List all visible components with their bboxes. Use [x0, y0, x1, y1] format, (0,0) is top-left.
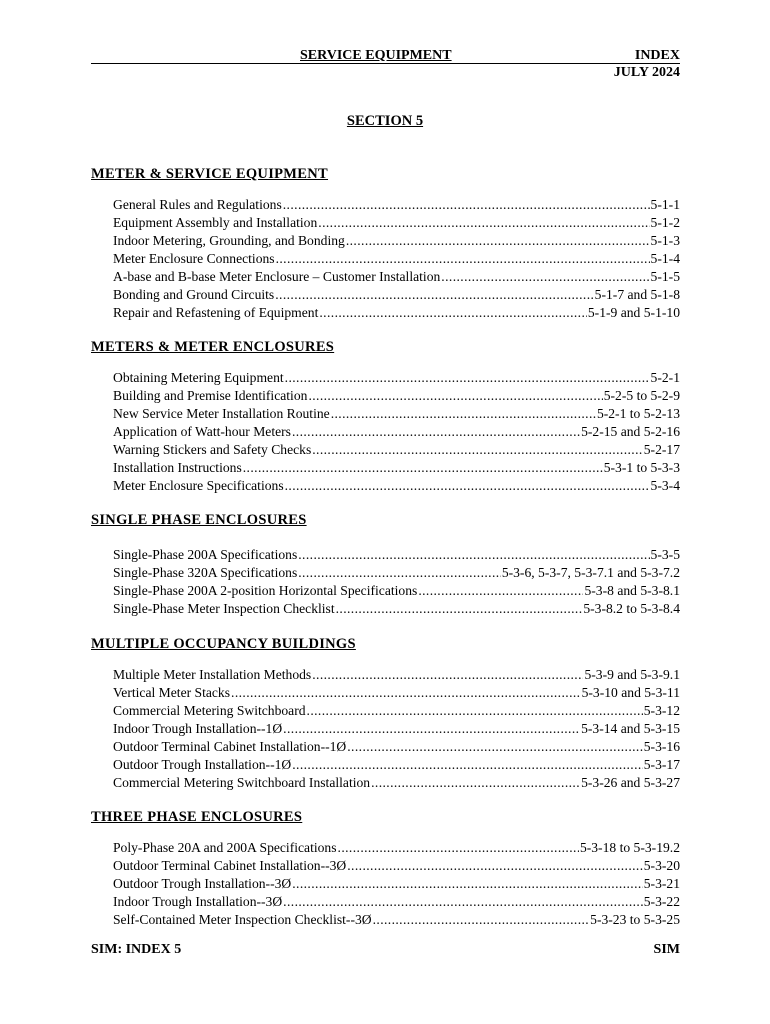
dot-leader	[371, 774, 580, 792]
toc-entry[interactable]	[113, 582, 680, 600]
dot-leader	[285, 369, 650, 387]
toc-entry-label: Outdoor Trough Installation--1Ø	[113, 757, 292, 772]
dot-leader	[292, 875, 643, 893]
toc-entry[interactable]	[113, 196, 680, 214]
group-title-multiple-occupancy-buildings: MULTIPLE OCCUPANCY BUILDINGS	[91, 636, 356, 652]
header-index: INDEX	[634, 48, 680, 63]
toc-entry-label: Single-Phase 200A Specifications	[113, 547, 298, 562]
toc-entry-pages: 5-1-1	[650, 197, 680, 212]
toc-entry-pages: 5-1-4	[650, 251, 680, 266]
toc-entry-label: Outdoor Trough Installation--3Ø	[113, 876, 292, 891]
dot-leader	[418, 582, 583, 600]
toc-entry-label: Vertical Meter Stacks	[113, 685, 231, 700]
toc-entry-pages: 5-1-9 and 5-1-10	[587, 305, 680, 320]
toc-entry-label: Commercial Metering Switchboard Installation	[113, 775, 371, 790]
toc-entry-pages: 5-3-8.2 to 5-3-8.4	[583, 601, 680, 616]
toc-entry-pages: 5-1-5	[650, 269, 680, 284]
toc-entry[interactable]	[113, 232, 680, 250]
toc-entry-pages: 5-3-21	[643, 876, 680, 891]
toc-entry-label: Outdoor Terminal Cabinet Installation--3Ø	[113, 858, 347, 873]
dot-leader	[441, 268, 649, 286]
toc-entry-pages: 5-2-5 to 5-2-9	[603, 388, 680, 403]
toc-entry-label: Meter Enclosure Connections	[113, 251, 275, 266]
toc-entry[interactable]	[113, 477, 680, 495]
toc-entry[interactable]	[113, 911, 680, 929]
toc-entry-pages: 5-1-2	[650, 215, 680, 230]
toc-entry-label: Equipment Assembly and Installation	[113, 215, 318, 230]
toc-entry-label: Commercial Metering Switchboard	[113, 703, 306, 718]
toc-entry-pages: 5-3-16	[643, 739, 680, 754]
toc-entry[interactable]	[113, 441, 680, 459]
toc-entry-pages: 5-3-12	[643, 703, 680, 718]
toc-entry-pages: 5-3-17	[643, 757, 680, 772]
dot-leader	[283, 893, 643, 911]
header-title: SERVICE EQUIPMENT	[300, 48, 452, 63]
dot-leader	[283, 196, 650, 214]
toc-entry-pages: 5-3-8 and 5-3-8.1	[584, 583, 680, 598]
toc-entry[interactable]	[113, 250, 680, 268]
toc-entry-pages: 5-3-20	[643, 858, 680, 873]
toc-entry-label: Single-Phase Meter Inspection Checklist	[113, 601, 335, 616]
dot-leader	[285, 477, 650, 495]
toc-entry-pages: 5-2-1	[650, 370, 680, 385]
dot-leader	[307, 702, 643, 720]
toc-entry-label: Self-Contained Meter Inspection Checklist--3Ø	[113, 912, 372, 927]
dot-leader	[308, 387, 602, 405]
toc-entry-pages: 5-3-9 and 5-3-9.1	[584, 667, 680, 682]
toc-entry[interactable]	[113, 304, 680, 322]
toc-entry-label: Building and Premise Identification	[113, 388, 308, 403]
toc-entry-label: Indoor Metering, Grounding, and Bonding	[113, 233, 345, 248]
dot-leader	[312, 441, 643, 459]
toc-entry[interactable]	[113, 857, 680, 875]
toc-entry-pages: 5-1-3	[650, 233, 680, 248]
toc-entry-label: Meter Enclosure Specifications	[113, 478, 284, 493]
toc-entry-label: Application of Watt-hour Meters	[113, 424, 291, 439]
toc-entry-label: Installation Instructions	[113, 460, 242, 475]
dot-leader	[283, 720, 580, 738]
group-title-three-phase-enclosures: THREE PHASE ENCLOSURES	[91, 809, 303, 825]
toc-entry[interactable]	[113, 875, 680, 893]
toc-entry[interactable]	[113, 720, 680, 738]
toc-entry[interactable]	[113, 839, 680, 857]
toc-entry-pages: 5-3-4	[650, 478, 680, 493]
toc-entry-label: Outdoor Terminal Cabinet Installation--1Ø	[113, 739, 347, 754]
toc-entry[interactable]	[113, 893, 680, 911]
toc-entry-pages: 5-3-18 to 5-3-19.2	[579, 840, 680, 855]
dot-leader	[243, 459, 603, 477]
toc-entry-label: Repair and Refastening of Equipment	[113, 305, 319, 320]
toc-entry-pages: 5-3-22	[643, 894, 680, 909]
toc-entry[interactable]	[113, 405, 680, 423]
toc-entry[interactable]	[113, 684, 680, 702]
toc-entry-label: Indoor Trough Installation--1Ø	[113, 721, 283, 736]
toc-entry[interactable]	[113, 214, 680, 232]
toc-entry-pages: 5-3-6, 5-3-7, 5-3-7.1 and 5-3-7.2	[501, 565, 680, 580]
dot-leader	[298, 564, 501, 582]
toc-entry[interactable]	[113, 459, 680, 477]
dot-leader	[338, 839, 579, 857]
toc-entry-label: A-base and B-base Meter Enclosure – Customer Installation	[113, 269, 441, 284]
toc-entry-label: Bonding and Ground Circuits	[113, 287, 275, 302]
footer-left: SIM: INDEX 5	[91, 942, 182, 957]
toc-entry-label: Single-Phase 320A Specifications	[113, 565, 298, 580]
toc-entry-pages: 5-2-15 and 5-2-16	[581, 424, 680, 439]
toc-entry-pages: 5-1-7 and 5-1-8	[594, 287, 680, 302]
toc-entry[interactable]	[113, 268, 680, 286]
toc-entry[interactable]	[113, 546, 680, 564]
toc-entry[interactable]	[113, 774, 680, 792]
toc-entry[interactable]	[113, 423, 680, 441]
toc-entry-pages: 5-3-14 and 5-3-15	[581, 721, 680, 736]
header-rule	[91, 63, 680, 64]
dot-leader	[331, 405, 596, 423]
header-date: JULY 2024	[613, 65, 680, 80]
toc-entry[interactable]	[113, 702, 680, 720]
dot-leader	[347, 738, 643, 756]
toc-entry[interactable]	[113, 387, 680, 405]
dot-leader	[312, 666, 583, 684]
toc-entry[interactable]	[113, 369, 680, 387]
toc-entry-pages: 5-2-1 to 5-2-13	[596, 406, 680, 421]
toc-entry-pages: 5-3-1 to 5-3-3	[603, 460, 680, 475]
dot-leader	[347, 857, 643, 875]
dot-leader	[276, 250, 650, 268]
toc-entry-label: Indoor Trough Installation--3Ø	[113, 894, 283, 909]
toc-entry-label: Multiple Meter Installation Methods	[113, 667, 312, 682]
toc-entry-pages: 5-3-23 to 5-3-25	[590, 912, 680, 927]
toc-entry-pages: 5-2-17	[643, 442, 680, 457]
dot-leader	[373, 911, 590, 929]
section-title: SECTION 5	[346, 113, 424, 129]
dot-leader	[318, 214, 649, 232]
dot-leader	[231, 684, 581, 702]
toc-entry[interactable]	[113, 756, 680, 774]
toc-entry-pages: 5-3-26 and 5-3-27	[581, 775, 680, 790]
toc-entry-pages: 5-3-5	[650, 547, 680, 562]
toc-entry[interactable]	[113, 564, 680, 582]
toc-entry-label: New Service Meter Installation Routine	[113, 406, 330, 421]
group-title-meters-meter-enclosures: METERS & METER ENCLOSURES	[91, 339, 335, 355]
toc-entry[interactable]	[113, 600, 680, 618]
toc-entry-label: Obtaining Metering Equipment	[113, 370, 284, 385]
group-title-single-phase-enclosures: SINGLE PHASE ENCLOSURES	[91, 512, 307, 528]
dot-leader	[292, 756, 643, 774]
toc-entry-label: General Rules and Regulations	[113, 197, 282, 212]
toc-entry-pages: 5-3-10 and 5-3-11	[581, 685, 680, 700]
toc-entry-label: Poly-Phase 20A and 200A Specifications	[113, 840, 337, 855]
toc-entry-label: Single-Phase 200A 2-position Horizontal Specifications	[113, 583, 418, 598]
toc-entry[interactable]	[113, 286, 680, 304]
dot-leader	[275, 286, 593, 304]
toc-entry-label: Warning Stickers and Safety Checks	[113, 442, 312, 457]
dot-leader	[292, 423, 580, 441]
group-title-meter-service-equipment: METER & SERVICE EQUIPMENT	[91, 166, 329, 182]
dot-leader	[298, 546, 649, 564]
dot-leader	[346, 232, 650, 250]
dot-leader	[319, 304, 587, 322]
footer-right: SIM	[653, 942, 680, 957]
toc-entry[interactable]	[113, 738, 680, 756]
dot-leader	[336, 600, 583, 618]
toc-entry[interactable]	[113, 666, 680, 684]
